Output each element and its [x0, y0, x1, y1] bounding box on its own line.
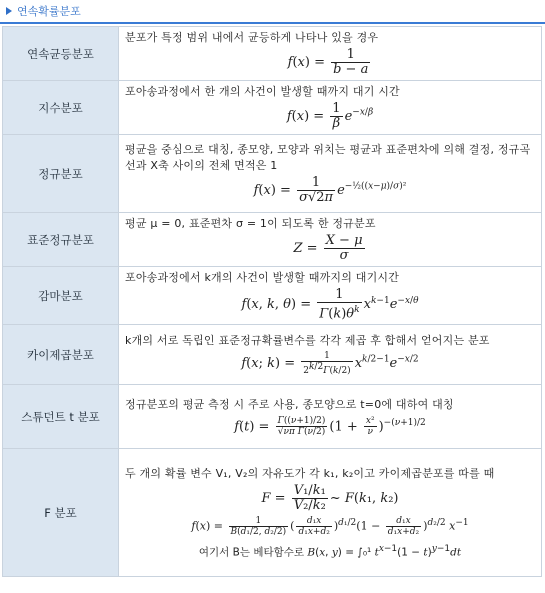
formula-gamma: f(x, k, θ) = $\frac{1}{\Gamma(k)\theta^k}$ $x^{k-1}e^{-x/\theta}$ [241, 287, 419, 322]
table-row [3, 449, 542, 577]
row-name: F 분포 [3, 449, 119, 577]
table-row [3, 267, 542, 325]
formula-chi-square: f(x; k) = $\frac{1}{2^{k/2}\Gamma(k/2)}$ $x^{k/2-1}e^{-x/2}$ [241, 351, 419, 377]
row-name: 카이제곱분포 [3, 325, 119, 385]
formula-f-ratio: F = $\frac{\text{V₁/k₁}}{\text{V₂/k₂}}$ ~ F(k₁, k₂) [261, 482, 399, 513]
row-name: 표준정규분포 [3, 213, 119, 267]
distribution-table [2, 26, 542, 577]
formula-standard-normal: Z = $\frac{X - \mu}{\sigma}$ [293, 233, 363, 263]
row-description: 두 개의 확률 변수 V₁, V₂의 자유도가 각 k₁, k₂이고 카이제곱분포를 따를 때 [125, 466, 495, 480]
row-description: 분포가 특정 범위 내에서 균등하게 나타나 있을 경우 [125, 31, 379, 44]
beta-function-note: 여기서 B는 베타함수로 B(x, y) = ∫₀¹ $t^{x-1}(1 - t)^{y-1}dt$ [198, 543, 462, 559]
formula-normal: f(x) = $\frac{1}{\sigma√2\pi}$ $e^{-\frac{1}{2}((x-\mu)/\sigma)^2}$ [253, 175, 407, 205]
formula-uniform: f(x) = $\frac{1}{b - a}$ [287, 47, 369, 77]
triangle-bullet-icon [6, 7, 12, 15]
row-description: 평균 μ = 0, 표준편차 σ = 1이 되도록 한 정규분포 [125, 217, 376, 230]
table-row [3, 135, 542, 213]
formula-student-t: f(t) = $\frac{\Gamma((\nu+1)/2)}{\text{√νπ Γ(ν/2)}}$ (1 + $\frac{\text{x²}}{\nu}$ )$^{-(\nu+1)/2}$ [234, 415, 426, 437]
row-description: k개의 서로 독립인 표준정규확률변수를 각각 제곱 후 합해서 얻어지는 분포 [125, 334, 490, 348]
row-name: 스튜던트 t 분포 [3, 385, 119, 449]
table-row [3, 213, 542, 267]
row-name: 정규분포 [3, 135, 119, 213]
formula-f-density: f(x) = $\frac{1}{\text{B(d₁/2, d₂/2)}}$ ( $\frac{\text{d₁x}}{\text{d₁x+d₂}}$ )$^{d_1/2}$(1 − $\frac{\text{d₁x}}{\text{d₁x+d₂}}$ )$^{d_2/2}$ $x^{-1}$ [191, 515, 469, 537]
section-header [0, 0, 545, 24]
table-row [3, 81, 542, 135]
row-description: 정규분포의 평균 측정 시 주로 사용, 종모양으로 t=0에 대하여 대칭 [125, 397, 454, 411]
row-name: 연속균등분포 [3, 27, 119, 81]
table-row [3, 325, 542, 385]
row-name: 지수분포 [3, 81, 119, 135]
row-description: 포아송과정에서 한 개의 사건이 발생할 때까지 대기 시간 [125, 85, 400, 98]
table-row [3, 27, 542, 81]
section-title: 연속확률분포 [17, 5, 81, 18]
row-description: 포아송과정에서 k개의 사건이 발생할 때까지의 대기시간 [125, 271, 400, 284]
row-name: 감마분포 [3, 267, 119, 325]
formula-exponential: f(x) = $\frac{1}{\beta}$ $e^{-x/\beta}$ [286, 101, 374, 131]
row-description: 평균을 중심으로 대칭, 종모양, 모양과 위치는 평균과 표준편차에 의해 결정, 정규곡선과 X축 사이의 전체 면적은 1 [125, 143, 531, 172]
table-row [3, 385, 542, 449]
